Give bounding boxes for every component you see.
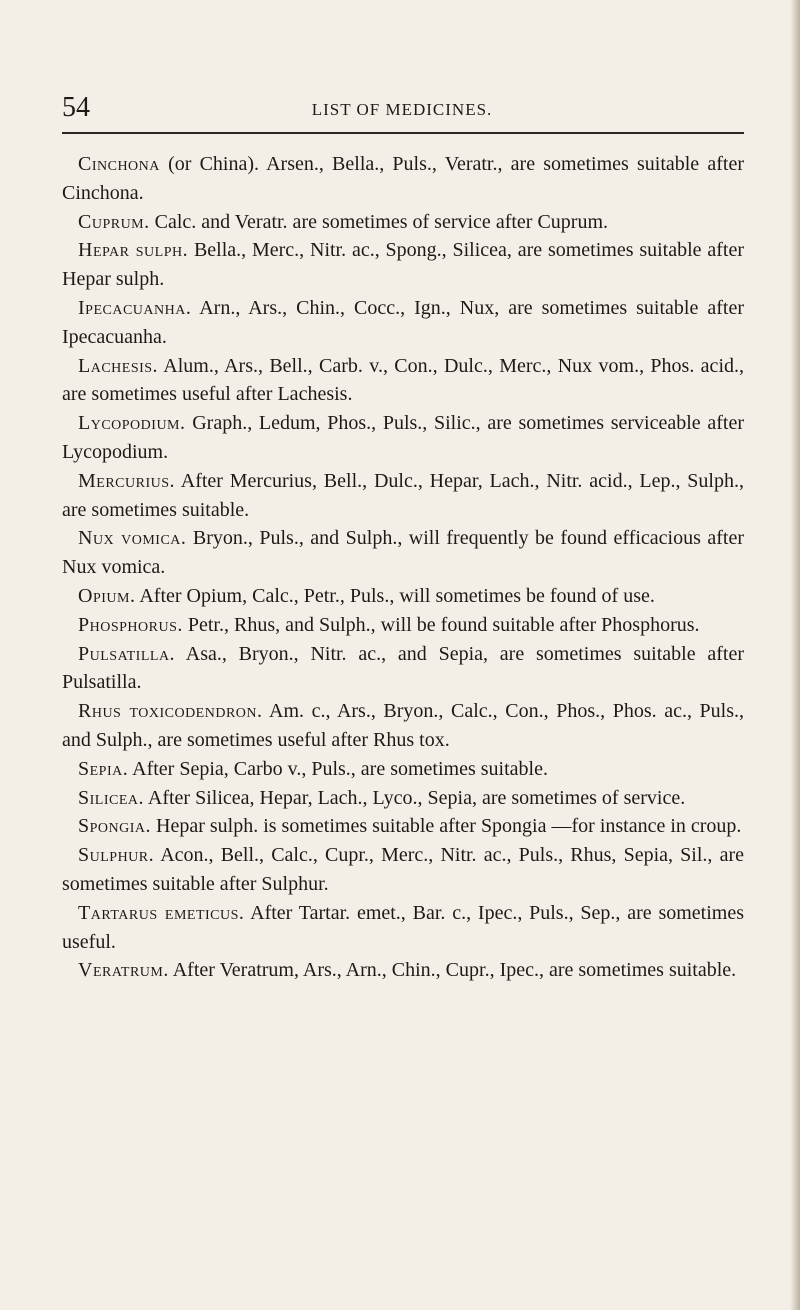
entry-lead: Ipecacuanha. bbox=[78, 296, 192, 319]
entry-lycopodium bbox=[62, 409, 744, 467]
entry-text: After Sepia, Carbo v., Puls., are sometimes suitable. bbox=[128, 757, 548, 780]
entry-text: After Silicea, Hepar, Lach., Lyco., Sepia, are sometimes of service. bbox=[144, 786, 686, 809]
entry-text: Calc. and Veratr. are sometimes of service after Cuprum. bbox=[149, 210, 608, 233]
entry-veratrum bbox=[62, 956, 744, 985]
entry-text: Graph., Ledum, Phos., Puls., Silic., are sometimes serviceable after Lycopodium. bbox=[62, 412, 744, 463]
entry-lead: Tartarus emeticus. bbox=[78, 901, 245, 924]
entry-text: Acon., Bell., Calc., Cupr., Merc., Nitr. ac., Puls., Rhus, Sepia, Sil., are sometimes suitable after Sulphur. bbox=[62, 844, 744, 895]
header-rule bbox=[62, 132, 744, 134]
entry-sulphur bbox=[62, 841, 744, 899]
entry-text: Alum., Ars., Bell., Carb. v., Con., Dulc., Merc., Nux vom., Phos. acid., are sometimes useful after Lachesis. bbox=[62, 354, 744, 406]
entry-text: Bella., Merc., Nitr. ac., Spong., Silicea, are sometimes suitable after Hepar sulph. bbox=[62, 239, 744, 291]
page-number: 54 bbox=[62, 92, 90, 123]
entry-lead: Cuprum. bbox=[78, 210, 150, 233]
entry-lead: Pulsatilla. bbox=[78, 642, 176, 665]
entry-lead: Silicea. bbox=[78, 786, 144, 809]
entry-text: Hepar sulph. is sometimes suitable after Spongia —for instance in croup. bbox=[151, 815, 742, 838]
entry-text: (or China). Arsen., Bella., Puls., Veratr., are sometimes suitable after Cinchona. bbox=[62, 153, 744, 204]
page-edge-shadow bbox=[790, 0, 800, 1310]
entry-lead: Lachesis. bbox=[78, 354, 159, 377]
entry-lead: Mercurius. bbox=[78, 469, 176, 492]
entry-text: Petr., Rhus, and Sulph., will be found suitable after Phosphorus. bbox=[182, 613, 700, 636]
entry-lead: Cinchona bbox=[78, 153, 160, 175]
entry-lead: Hepar sulph. bbox=[78, 239, 189, 262]
running-title: LIST OF MEDICINES. bbox=[311, 100, 493, 119]
entry-text: Am. c., Ars., Bryon., Calc., Con., Phos., Phos. ac., Puls., and Sulph., are sometimes useful after Rhus tox. bbox=[62, 700, 745, 751]
entry-silicea bbox=[62, 784, 744, 813]
entry-text: After Veratrum, Ars., Arn., Chin., Cupr., Ipec., are sometimes suitable. bbox=[168, 959, 737, 982]
entry-lead: Nux vomica. bbox=[78, 527, 187, 550]
entry-lachesis bbox=[62, 352, 744, 410]
entry-pulsatilla bbox=[62, 640, 744, 698]
entry-lead: Sulphur. bbox=[78, 844, 155, 867]
entry-hepar-sulph bbox=[62, 236, 744, 294]
entry-sepia bbox=[62, 755, 744, 784]
entry-lead: Spongia. bbox=[78, 815, 152, 838]
entry-text: Bryon., Puls., and Sulph., will frequently be found efficacious after Nux vomica. bbox=[62, 527, 744, 579]
entry-lead: Rhus toxicodendron. bbox=[78, 700, 263, 723]
entry-cinchona bbox=[62, 150, 744, 208]
entry-cuprum bbox=[62, 208, 744, 237]
entry-lead: Lycopodium. bbox=[78, 412, 186, 435]
entry-nux-vomica bbox=[62, 524, 744, 582]
entry-text: After Opium, Calc., Petr., Puls., will sometimes be found of use. bbox=[135, 584, 655, 607]
entry-text: Arn., Ars., Chin., Cocc., Ign., Nux, are sometimes suitable after Ipecacuanha. bbox=[62, 296, 744, 348]
entry-opium bbox=[62, 582, 744, 611]
entry-phosphorus bbox=[62, 611, 744, 640]
entry-lead: Sepia. bbox=[78, 757, 129, 780]
entry-text: Asa., Bryon., Nitr. ac., and Sepia, are sometimes suitable after Pulsatilla. bbox=[62, 642, 744, 694]
entry-mercurius bbox=[62, 467, 744, 525]
entry-lead: Veratrum. bbox=[78, 959, 169, 982]
entry-text: After Mercurius, Bell., Dulc., Hepar, Lach., Nitr. acid., Lep., Sulph., are sometimes suitable. bbox=[62, 469, 744, 521]
entry-text: After Tartar. emet., Bar. c., Ipec., Puls., Sep., are sometimes useful. bbox=[62, 901, 744, 953]
entry-lead: Phosphorus. bbox=[78, 613, 183, 636]
entry-rhus-toxicodendron bbox=[62, 697, 744, 755]
entry-ipecacuanha bbox=[62, 294, 744, 352]
entry-lead: Opium. bbox=[78, 584, 136, 607]
entry-spongia bbox=[62, 812, 744, 841]
entry-tartarus-emeticus bbox=[62, 899, 744, 957]
page-header bbox=[62, 88, 742, 128]
medicine-list bbox=[62, 150, 744, 985]
